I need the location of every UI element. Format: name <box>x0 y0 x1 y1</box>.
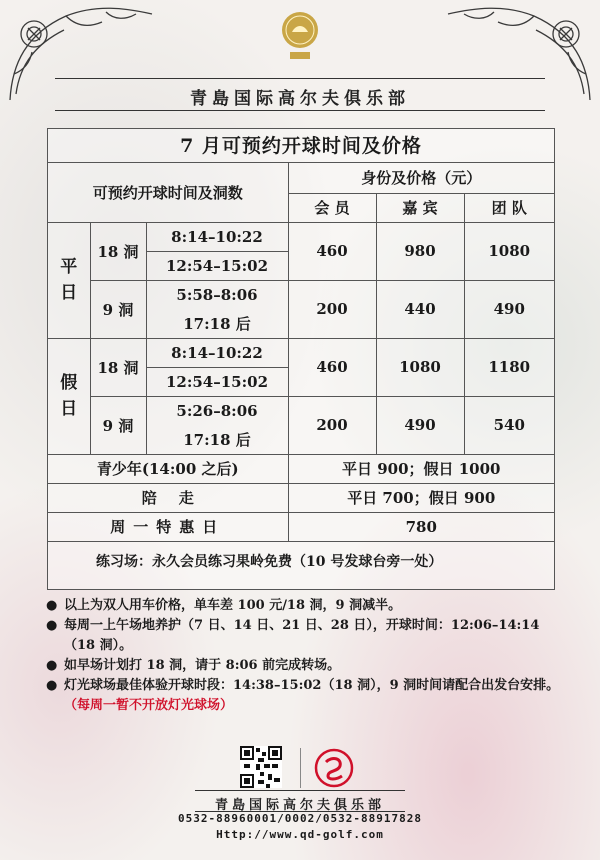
footer-website-link[interactable]: Http://www.qd-golf.com <box>216 828 384 841</box>
weekday-18-team-price: 1080 <box>464 222 554 280</box>
holiday-18-team-price: 1180 <box>464 338 554 396</box>
holiday-9-guest-price: 490 <box>376 396 464 454</box>
divider <box>55 110 545 111</box>
note-item: ● 如早场计划打 18 洞，请于 8:06 前完成转场。 <box>44 656 564 676</box>
note-highlight: （每周一暂不开放灯光球场） <box>64 698 234 713</box>
weekday-9-team-price: 490 <box>464 280 554 338</box>
bullet-icon: ● <box>46 658 58 673</box>
footer-phone: 0532-88960001/0002/0532-88917828 <box>178 812 422 825</box>
caddie-price: 平日 700；假日 900 <box>288 483 554 512</box>
holiday-9-holes: 9 洞 <box>90 396 146 454</box>
weekday-9-holes: 9 洞 <box>90 280 146 338</box>
weekday-9-time-1: 5:58–8:06 <box>146 280 288 309</box>
holiday-18-time-1: 8:14–10:22 <box>146 338 288 367</box>
youth-label: 青少年(14:00 之后) <box>48 454 288 483</box>
note-item: ● 每周一上午场地养护（7 日、14 日、21 日、28 日），开球时间：12:06–14:14（18 洞）。 <box>46 618 540 653</box>
holiday-18-time-2: 12:54–15:02 <box>146 367 288 396</box>
price-table <box>48 163 554 581</box>
price-card <box>47 128 555 590</box>
holiday-9-team-price: 540 <box>464 396 554 454</box>
club-emblem-icon <box>314 748 354 788</box>
caddie-label: 陪走 <box>48 483 288 512</box>
weekday-18-guest-price: 980 <box>376 222 464 280</box>
header-guest: 嘉 宾 <box>376 193 464 222</box>
monday-special-price: 780 <box>288 512 554 541</box>
bullet-icon: ● <box>46 678 58 693</box>
divider <box>300 748 301 788</box>
youth-price: 平日 900；假日 1000 <box>288 454 554 483</box>
holiday-18-member-price: 460 <box>288 338 376 396</box>
divider <box>195 790 405 791</box>
holiday-18-guest-price: 1080 <box>376 338 464 396</box>
weekday-label: 平 日 <box>48 222 90 338</box>
monday-special-label: 周一特惠日 <box>48 512 288 541</box>
weekday-18-time-2: 12:54–15:02 <box>146 251 288 280</box>
footer-club-name: 青島国际高尔夫俱乐部 <box>214 798 385 813</box>
header-team: 团 队 <box>464 193 554 222</box>
bullet-icon: ● <box>46 598 58 613</box>
holiday-9-time-2: 17:18 后 <box>146 425 288 454</box>
header-times-holes: 可预约开球时间及洞数 <box>48 163 288 222</box>
weekday-9-guest-price: 440 <box>376 280 464 338</box>
note-item: ● 以上为双人用车价格，单车差 100 元/18 洞，9 洞减半。 <box>44 596 564 616</box>
note-item: ● 灯光球场最佳体验开球时段：14:38–15:02（18 洞），9 洞时间请配合出发台安排。（每周一暂不开放灯光球场） <box>46 678 560 713</box>
weekday-18-member-price: 460 <box>288 222 376 280</box>
holiday-9-member-price: 200 <box>288 396 376 454</box>
qr-code-icon[interactable] <box>240 746 282 788</box>
holiday-18-holes: 18 洞 <box>90 338 146 396</box>
header-member: 会 员 <box>288 193 376 222</box>
header-identity-price: 身份及价格（元） <box>288 163 554 193</box>
weekday-9-time-2: 17:18 后 <box>146 309 288 338</box>
bullet-icon: ● <box>46 618 58 633</box>
weekday-18-holes: 18 洞 <box>90 222 146 280</box>
holiday-label: 假 日 <box>48 338 90 454</box>
weekday-18-time-1: 8:14–10:22 <box>146 222 288 251</box>
notes-list <box>44 596 564 716</box>
club-name-heading: 青島国际高尔夫俱乐部 <box>190 89 410 109</box>
weekday-9-member-price: 200 <box>288 280 376 338</box>
divider <box>55 78 545 79</box>
holiday-9-time-1: 5:26–8:06 <box>146 396 288 425</box>
price-card-title: 7 月可预约开球时间及价格 <box>48 129 554 163</box>
club-logo-icon <box>280 10 320 62</box>
practice-range-note: 练习场：永久会员练习果岭免费（10 号发球台旁一处） <box>48 541 554 581</box>
